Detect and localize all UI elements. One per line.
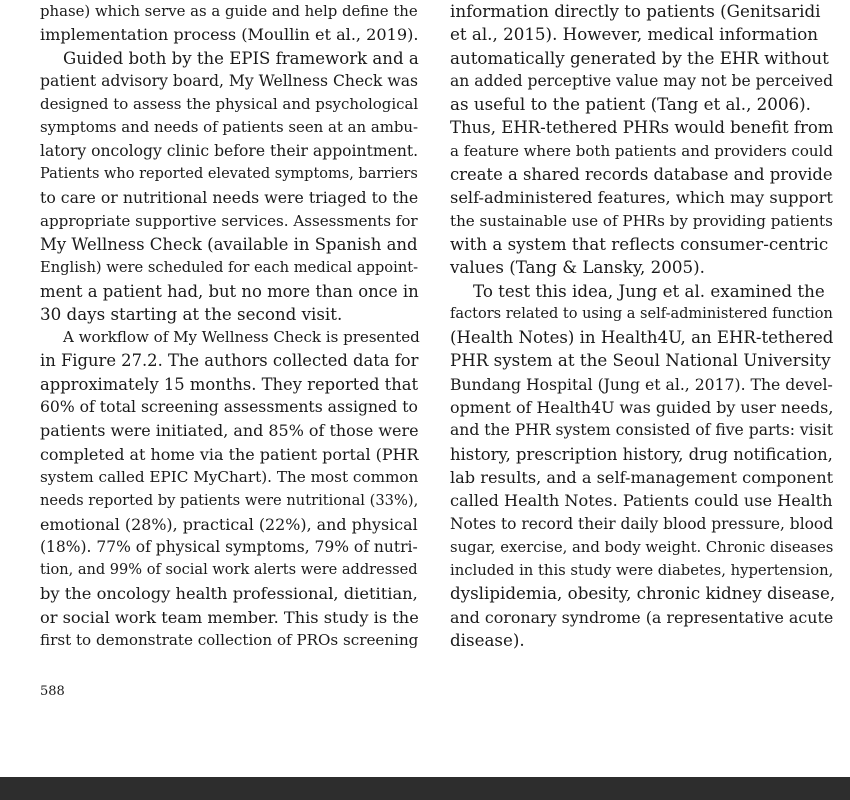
text-line: and the PHR system consisted of five parts: visit xyxy=(450,421,833,440)
text-line: Thus, EHR-tethered PHRs would benefit from xyxy=(450,118,834,138)
left-text-column xyxy=(40,0,420,652)
text-line: dyslipidemia, obesity, chronic kidney disease, xyxy=(450,583,836,604)
text-line: completed at home via the patient portal (PHR xyxy=(40,444,419,464)
text-line: appropriate supportive services. Assessments for xyxy=(40,211,418,230)
text-line: called Health Notes. Patients could use Health xyxy=(450,491,833,511)
text-line: 60% of total screening assessments assigned to xyxy=(40,398,418,417)
text-line: by the oncology health professional, dietitian, xyxy=(40,584,418,604)
viewer-bottom-bar xyxy=(0,777,850,800)
text-line: create a shared records database and provide xyxy=(450,165,833,185)
text-line: or social work team member. This study is the xyxy=(40,607,419,627)
text-line: a feature where both patients and providers could xyxy=(450,141,833,160)
text-line: designed to assess the physical and psychological xyxy=(40,95,419,114)
text-line: an added perceptive value may not be perceived xyxy=(450,71,834,90)
text-line: (18%). 77% of physical symptoms, 79% of nutri- xyxy=(40,537,418,556)
text-line: English) were scheduled for each medical appoint- xyxy=(40,259,419,277)
text-line: Patients who reported elevated symptoms, barriers xyxy=(40,166,418,183)
text-line: 30 days starting at the second visit. xyxy=(40,303,343,324)
text-line: A workflow of My Wellness Check is presented xyxy=(63,328,420,347)
text-line: latory oncology clinic before their appointment. xyxy=(40,141,419,160)
text-line: Notes to record their daily blood pressure, blood xyxy=(450,514,834,533)
text-line: in Figure 27.2. The authors collected data for xyxy=(40,351,419,371)
text-line: emotional (28%), practical (22%), and physical xyxy=(40,514,418,534)
text-line: first to demonstrate collection of PROs screening xyxy=(40,631,419,650)
text-line: My Wellness Check (available in Spanish and xyxy=(40,234,418,254)
text-line: et al., 2015). However, medical information xyxy=(450,24,819,45)
text-line: patient advisory board, My Wellness Check was xyxy=(40,71,419,90)
text-line: patients were initiated, and 85% of those were xyxy=(40,421,419,441)
text-line: ment a patient had, but no more than once in xyxy=(40,281,419,301)
text-line: implementation process (Moullin et al., 2019). xyxy=(40,25,419,45)
text-line: history, prescription history, drug notification, xyxy=(450,444,833,464)
text-line: automatically generated by the EHR without xyxy=(450,47,829,68)
text-line: PHR system at the Seoul National University xyxy=(450,350,831,371)
text-line: Bundang Hospital (Jung et al., 2017). The devel- xyxy=(450,374,833,394)
text-line: symptoms and needs of patients seen at an ambu- xyxy=(40,118,419,137)
text-line: system called EPIC MyChart). The most common xyxy=(40,467,419,486)
text-line: disease). xyxy=(450,630,525,651)
text-line: values (Tang & Lansky, 2005). xyxy=(450,257,705,278)
text-line: to care or nutritional needs were triaged to the xyxy=(40,188,419,208)
text-line: lab results, and a self-management component xyxy=(450,467,834,487)
text-line: tion, and 99% of social work alerts were addressed xyxy=(40,562,418,579)
text-line: and coronary syndrome (a representative acute xyxy=(450,607,834,627)
text-line: information directly to patients (Genitsaridi xyxy=(450,1,821,21)
text-line: factors related to using a self-administered function xyxy=(450,305,833,322)
text-line: as useful to the patient (Tang et al., 2006). xyxy=(450,94,811,115)
text-line: (Health Notes) in Health4U, an EHR-tethered xyxy=(450,328,834,348)
text-line: To test this idea, Jung et al. examined the xyxy=(473,280,825,301)
text-line: phase) which serve as a guide and help define the xyxy=(40,2,418,20)
text-line: sugar, exercise, and body weight. Chronic diseases xyxy=(450,538,834,556)
text-line: the sustainable use of PHRs by providing patients xyxy=(450,211,833,230)
text-line: self-administered features, which may support xyxy=(450,188,833,208)
text-line: Guided both by the EPIS framework and a xyxy=(63,48,419,68)
right-text-column xyxy=(450,0,835,652)
text-line: opment of Health4U was guided by user needs, xyxy=(450,398,834,418)
text-line: needs reported by patients were nutritional (33%), xyxy=(40,492,419,510)
text-line: with a system that reflects consumer-centric xyxy=(450,233,829,254)
text-line: included in this study were diabetes, hypertension, xyxy=(450,562,834,580)
text-line: approximately 15 months. They reported that xyxy=(40,374,419,394)
page-number: 588 xyxy=(40,684,65,699)
